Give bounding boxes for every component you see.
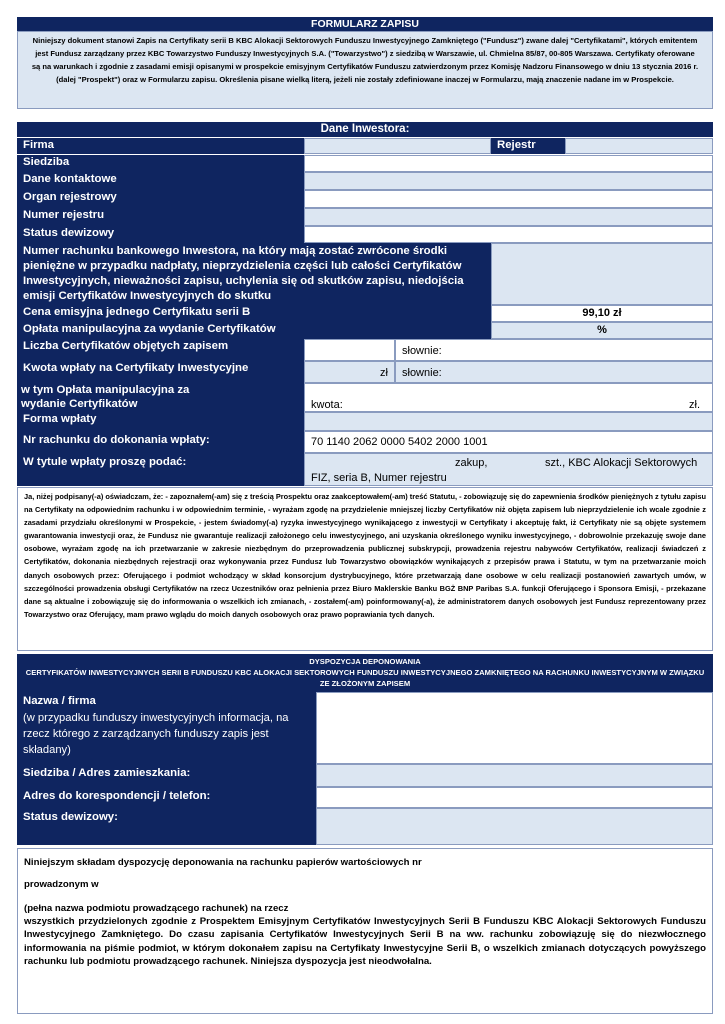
status-dewizowy-field[interactable] (304, 226, 713, 243)
count-label: Liczba Certyfikatów objętych zapisem (17, 339, 304, 361)
investor-section-title: Dane Inwestora: (17, 122, 713, 137)
deposit-instr-3: (pełna nazwa podmiotu prowadzącego rachunek) na rzecz (24, 903, 289, 914)
forma-wplaty-field[interactable] (304, 412, 713, 431)
title-label: W tytule wpłaty proszę podać: (17, 453, 304, 486)
dane-kontaktowe-label: Dane kontaktowe (17, 172, 304, 190)
amount-words-field[interactable] (395, 361, 713, 383)
numer-rejestru-label: Numer rejestru (17, 208, 304, 226)
deposit-instr-2: prowadzonym w (24, 879, 99, 890)
form-title: FORMULARZ ZAPISU (17, 17, 713, 31)
price-label: Cena emisyjna jednego Certyfikatu serii B (17, 305, 491, 322)
amount-label: Kwota wpłaty na Certyfikaty Inwestycyjne (17, 361, 304, 383)
rejestr-label: Rejestr (491, 138, 565, 154)
deposit-instruction-box (17, 848, 713, 1014)
siedziba-label: Siedziba (17, 155, 304, 172)
deposit-title-2: CERTYFIKATÓW INWESTYCYJNYCH SERII B FUNDUSZU KBC ALOKACJI SEKTOROWYCH FUNDUSZU INWESTYCYJNEGO ZAMKNIĘTEGO NA RACHUNKU INWESTYCYJNYM W ZWIĄZKU ZE ZŁOŻONYM ZAPISEM (25, 668, 705, 688)
fee-value: % (491, 322, 713, 339)
price-value: 99,10 zł (491, 305, 713, 322)
fee-incl-field[interactable] (304, 383, 713, 412)
bank-account-field[interactable] (491, 243, 713, 305)
kwota-label: kwota: (311, 399, 343, 411)
status-dewizowy-label: Status dewizowy (17, 226, 304, 243)
title-fiz: FIZ, seria B, Numer rejestru (311, 472, 447, 484)
zl-label-1: zł (380, 367, 388, 379)
amount-field[interactable] (304, 361, 395, 383)
count-field[interactable] (304, 339, 395, 361)
deposit-status-label: Status dewizowy: (17, 808, 316, 845)
firma-label: Firma (17, 138, 304, 154)
bank-account-label: Numer rachunku bankowego Inwestora, na który mają zostać zwrócone środki pieniężne w przypadku nadpłaty, nieprzydzielenia części lub całości Certyfikatów Inwestycyjnych, nieważności zapisu, uchylenia się od skutków zapisu, niedojścia emisji Certyfikatów Inwestycyjnych do skutku (17, 243, 491, 305)
organ-rejestrowy-label: Organ rejestrowy (17, 190, 304, 208)
deposit-correspondence-field[interactable] (316, 787, 713, 808)
deposit-title-1: DYSPOZYCJA DEPONOWANIA (309, 657, 421, 666)
form-intro: Niniejszy dokument stanowi Zapis na Certyfikaty serii B KBC Alokacji Sektorowych Funduszu Inwestycyjnego Zamkniętego ("Fundusz") zwane dalej "Certyfikatami", których emitentem jest Fundusz zarządzany przez KBC Towarzystwo Funduszy Inwestycyjnych S.A. ("Towarzystwo") z siedzibą w Warszawie, ul. Chmielna 85/87, 00-805 Warszawa. Certyfikaty oferowane są na warunkach i zgodnie z zasadami emisji opisanymi w prospekcie emisyjnym Certyfikatów Funduszu zatwierdzonym przez Komisję Nadzoru Finansowego w dniu 13 stycznia 2016 r. (dalej "Prospekt") oraz w Formularzu zapisu. Określenia pisane wielką literą, jeżeli nie zostały zdefiniowane inaczej w Formularzu, mają znaczenie nadane im w Prospekcie. (17, 31, 713, 109)
deposit-title (17, 654, 713, 692)
zl-label-2: zł. (689, 399, 700, 411)
deposit-address-label: Siedziba / Adres zamieszkania: (17, 764, 316, 787)
fee-incl-label-bg (197, 383, 304, 412)
organ-rejestrowy-field[interactable] (304, 190, 713, 208)
deposit-status-field[interactable] (316, 808, 713, 845)
title-field[interactable] (304, 453, 713, 486)
account-value: 70 1140 2062 0000 5402 2000 1001 (304, 431, 713, 453)
count-words-field[interactable] (395, 339, 713, 361)
deposit-name-label-cell (17, 692, 316, 764)
slownie-label-2: słownie: (402, 367, 442, 379)
fee-incl-label: w tym Opłata manipulacyjna za wydanie Certyfikatów (17, 383, 197, 412)
title-zakup: zakup, (455, 457, 488, 469)
deposit-correspondence-label: Adres do korespondencji / telefon: (17, 787, 316, 808)
siedziba-field[interactable] (304, 155, 713, 172)
deposit-instr-4: wszystkich przydzielonych zgodnie z Prospektem Emisyjnym Certyfikatów Inwestycyjnych Serii B Funduszu KBC Alokacji Sektorowych Funduszu Inwestycyjnego Zamkniętego. Do czasu zapisania Certyfikatów Inwestycyjnych Serii B na ww. rachunku zobowiązuję się do niezwłocznego informowania na piśmie podmiot, w którym dokonałem zapisu na Certyfikaty Inwestycyjne Serii B, o wszelkich zmianach dotyczących powyższego rachunku lub podmiotu prowadzącego rachunek. Niniejsza dyspozycja jest nieodwołalna. (24, 916, 706, 967)
deposit-name-note: (w przypadku funduszy inwestycyjnych informacja, na rzecz którego z zarządzanych funduszy zapis jest składany) (23, 712, 289, 756)
declaration-text: Ja, niżej podpisany(-a) oświadczam, że: - zapoznałem(-am) się z treścią Prospektu oraz zaakceptowałem(-am) treść Statutu, - zobowiązuję się do zapewnienia środków pieniężnych z tytułu zapisu na Certyfikaty na odpowiednim rachunku i w odpowiednim terminie, - wyrażam zgodę na przydzielenie mniejszej liczby Certyfikatów niż objęta zapisem lub nieprzydzielenie ich wcale zgodnie z zasadami przydziału określonymi w Prospekcie, - jestem świadomy(-a) ryzyka inwestycyjnego wynikającego z inwestycji w Certyfikaty i akceptuję fakt, iż Certyfikaty nie są objęte systemem gwarantowania inwestycji oraz, że Fundusz nie gwarantuje realizacji założonego celu inwestycyjnego, ani uzyskania określonego wyniku inwestycyjnego, - dobrowolnie przekazuję swoje dane osobowe, wyrażam zgodę na ich przetwarzanie w zakresie niezbędnym do przeprowadzenia publicznej subskrypcji, prowadzenia rejestru nabywców Certyfikatów, realizacji świadczeń z Certyfikatów, dokonania niezbędnych rejestracji oraz wykonywania przez Fundusz lub Towarzystwo obowiązków wynikających z przepisów prawa i Statutu, w tym na przetwarzanie moich danych osobowych przez: Oferującego i podmiot wchodzący w skład konsorcjum dystrybucyjnego, które przetwarzają dane osobowe w celu realizacji postanowień zawartych umów, w szczególności prowadzenia obsługi Certyfikatów na rzecz Uczestników oraz pełnienia przez Biuro Maklerskie Banku BGŻ BNP Paribas S.A. funkcji Oferującego i Sponsora Emisji, - przekazane dane są aktualne i zobowiązuję się do informowania o wszelkich ich zmianach, - zostałem(-am) poinformowany(-a), że administratorem danych osobowych jest Fundusz reprezentowany przez Towarzystwo oraz Oferujący, mam prawo wglądu do moich danych osobowych oraz prawo poprawiania tych danych. (17, 487, 713, 651)
slownie-label-1: słownie: (402, 345, 442, 357)
title-kbc: szt., KBC Alokacji Sektorowych (545, 457, 698, 469)
account-label: Nr rachunku do dokonania wpłaty: (17, 431, 304, 453)
firma-field[interactable] (304, 138, 491, 154)
deposit-name-label: Nazwa / firma (23, 695, 96, 707)
numer-rejestru-field[interactable] (304, 208, 713, 226)
deposit-name-field[interactable] (316, 692, 713, 764)
dane-kontaktowe-field[interactable] (304, 172, 713, 190)
fee-label: Opłata manipulacyjna za wydanie Certyfikatów (17, 322, 491, 339)
deposit-address-field[interactable] (316, 764, 713, 787)
deposit-instr-1: Niniejszym składam dyspozycję deponowania na rachunku papierów wartościowych nr (24, 857, 422, 868)
rejestr-field[interactable] (565, 138, 713, 154)
forma-wplaty-label: Forma wpłaty (17, 412, 304, 431)
